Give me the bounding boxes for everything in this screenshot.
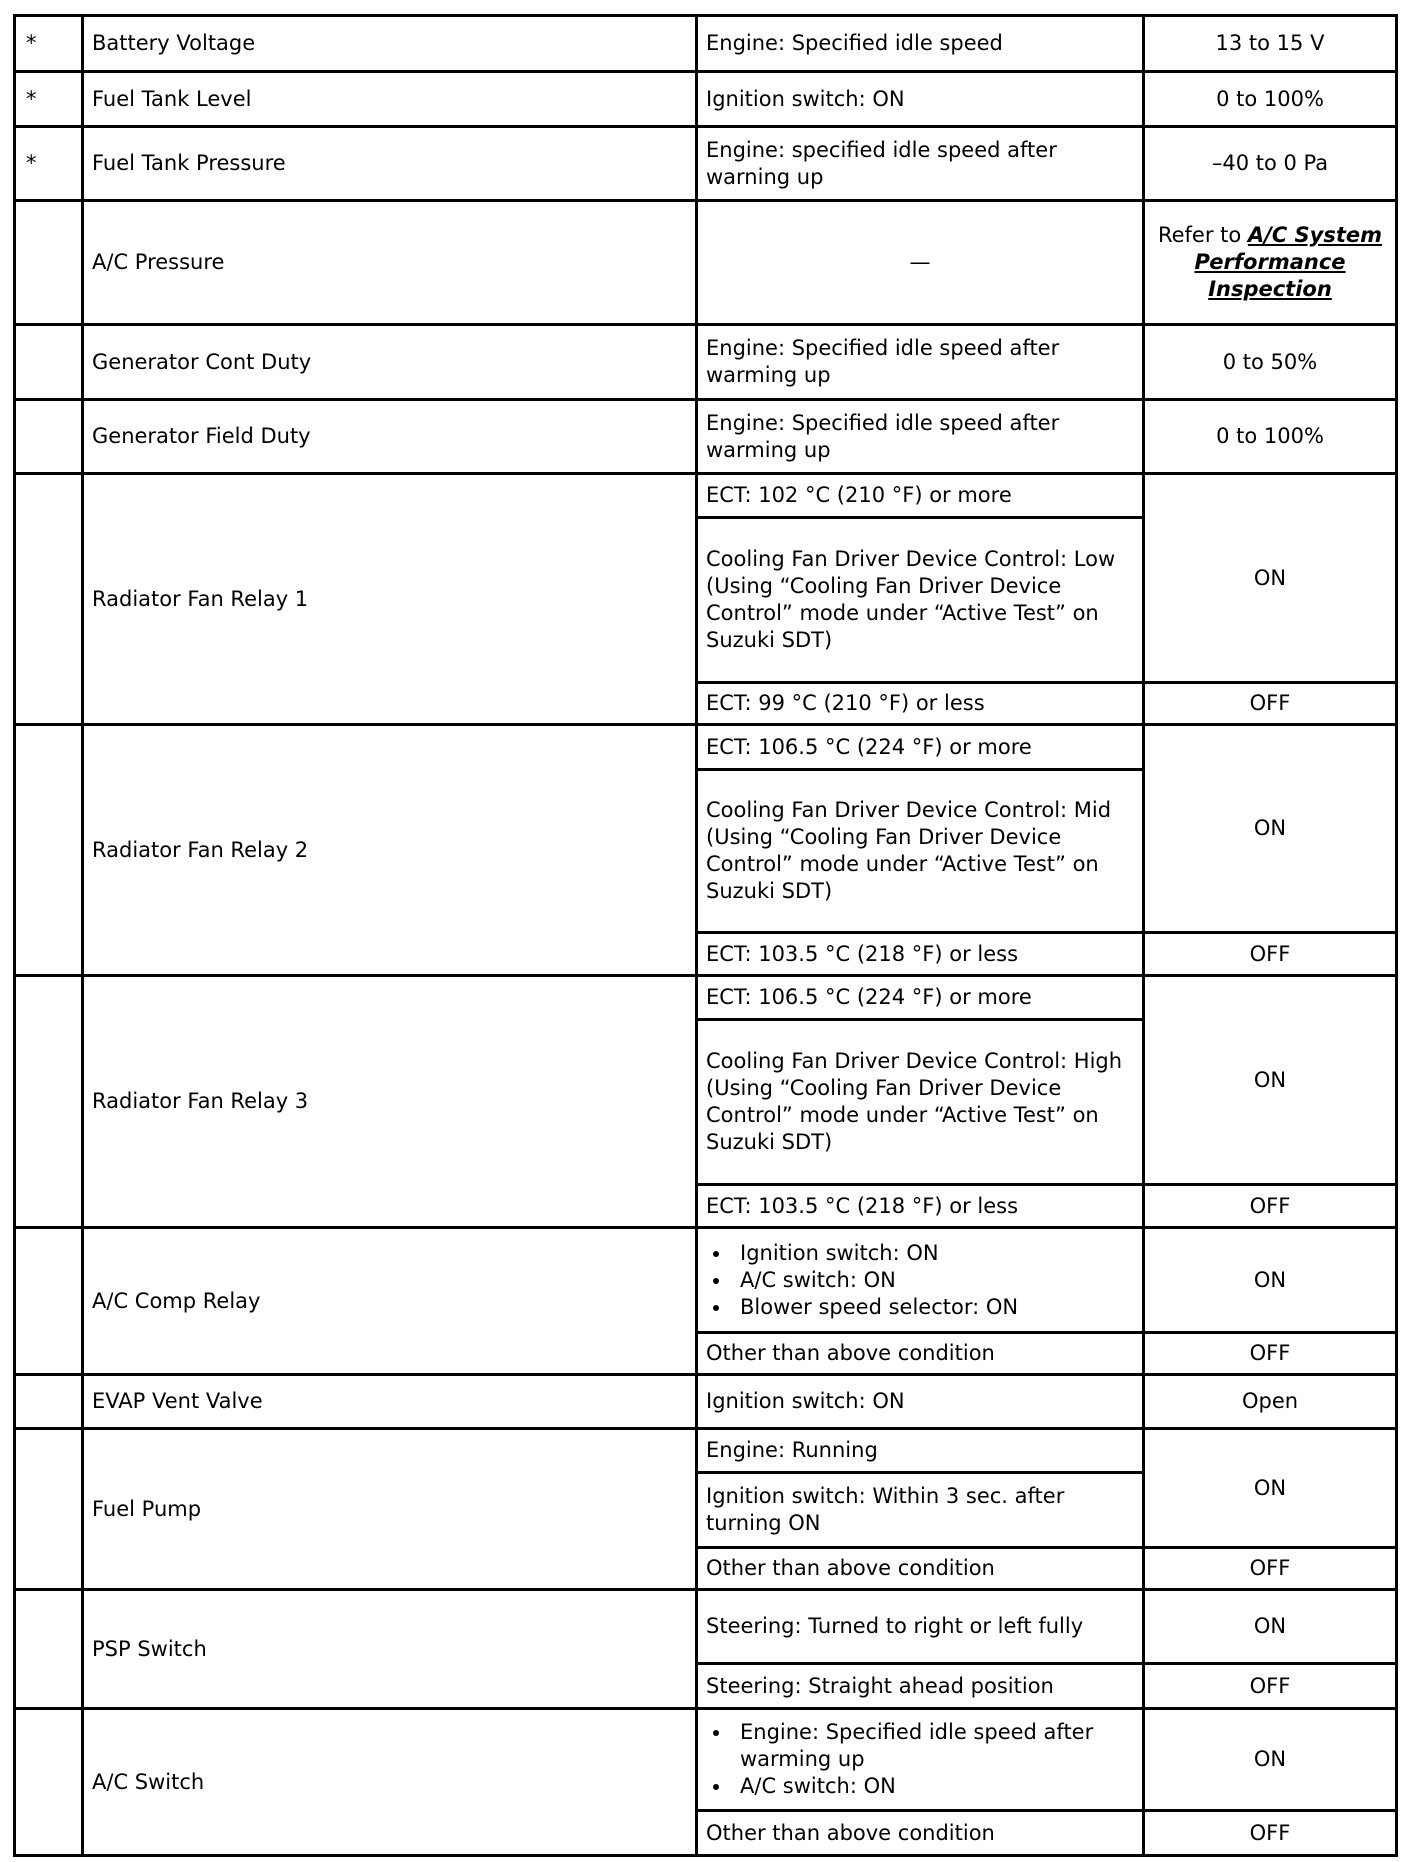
value-cell: OFF <box>1144 1548 1397 1590</box>
table-row <box>15 16 1397 72</box>
item-cell: Radiator Fan Relay 1 <box>83 474 697 725</box>
value-cell <box>1144 201 1397 325</box>
bullet-item: • Blower speed selector: ON <box>732 1294 1134 1321</box>
table-row <box>15 127 1397 201</box>
table-row <box>15 400 1397 474</box>
value-cell: ON <box>1144 1709 1397 1811</box>
condition-cell: Other than above condition <box>697 1548 1144 1590</box>
bullet-item: • Engine: Specified idle speed after warming up <box>732 1719 1134 1773</box>
condition-cell: Engine: Running <box>697 1429 1144 1473</box>
mark-cell <box>15 1429 83 1590</box>
mark-cell <box>15 1375 83 1429</box>
value-cell: OFF <box>1144 1333 1397 1375</box>
condition-cell: Cooling Fan Driver Device Control: Low (Using “Cooling Fan Driver Device Control” mode under “Active Test” on Suzuki SDT) <box>697 518 1144 683</box>
condition-cell: Cooling Fan Driver Device Control: High (Using “Cooling Fan Driver Device Control” mode under “Active Test” on Suzuki SDT) <box>697 1020 1144 1185</box>
condition-cell: ECT: 106.5 °C (224 °F) or more <box>697 725 1144 770</box>
table-row <box>15 474 1397 518</box>
bullet-item: • A/C switch: ON <box>732 1267 1134 1294</box>
bullet-item: • A/C switch: ON <box>732 1773 1134 1800</box>
condition-cell: Steering: Straight ahead position <box>697 1664 1144 1709</box>
condition-cell: Engine: Specified idle speed after warming up <box>697 400 1144 474</box>
item-cell: Fuel Tank Pressure <box>83 127 697 201</box>
table-row <box>15 1590 1397 1664</box>
condition-cell: Ignition switch: ON <box>697 72 1144 127</box>
condition-cell: ECT: 103.5 °C (218 °F) or less <box>697 1185 1144 1228</box>
condition-cell: — <box>697 201 1144 325</box>
condition-bullets <box>706 1240 1134 1321</box>
item-cell: EVAP Vent Valve <box>83 1375 697 1429</box>
condition-cell <box>697 1228 1144 1333</box>
mark-cell <box>15 1228 83 1375</box>
item-cell: A/C Comp Relay <box>83 1228 697 1375</box>
condition-cell: Other than above condition <box>697 1333 1144 1375</box>
data-list-table <box>13 14 1398 1857</box>
condition-cell: Cooling Fan Driver Device Control: Mid (Using “Cooling Fan Driver Device Control” mode under “Active Test” on Suzuki SDT) <box>697 770 1144 933</box>
value-cell: 13 to 15 V <box>1144 16 1397 72</box>
value-cell: OFF <box>1144 1811 1397 1856</box>
mark-cell: * <box>15 127 83 201</box>
table-row <box>15 725 1397 770</box>
mark-cell <box>15 725 83 976</box>
mark-cell: * <box>15 16 83 72</box>
condition-cell: Ignition switch: ON <box>697 1375 1144 1429</box>
bullet-item: • Ignition switch: ON <box>732 1240 1134 1267</box>
mark-cell <box>15 474 83 725</box>
condition-cell: Steering: Turned to right or left fully <box>697 1590 1144 1664</box>
refer-text: Refer to <box>1157 223 1248 247</box>
condition-cell: Ignition switch: Within 3 sec. after turning ON <box>697 1473 1144 1548</box>
item-cell: Fuel Tank Level <box>83 72 697 127</box>
item-cell: Generator Cont Duty <box>83 325 697 400</box>
table-row <box>15 1228 1397 1333</box>
value-cell: OFF <box>1144 933 1397 976</box>
value-cell: OFF <box>1144 683 1397 725</box>
mark-cell <box>15 400 83 474</box>
value-cell: ON <box>1144 474 1397 683</box>
condition-cell: Other than above condition <box>697 1811 1144 1856</box>
condition-cell: Engine: specified idle speed after warning up <box>697 127 1144 201</box>
condition-bullets <box>706 1719 1134 1800</box>
table-row <box>15 201 1397 325</box>
value-cell: OFF <box>1144 1185 1397 1228</box>
item-cell: A/C Pressure <box>83 201 697 325</box>
condition-cell: ECT: 103.5 °C (218 °F) or less <box>697 933 1144 976</box>
value-cell: ON <box>1144 976 1397 1185</box>
value-cell: 0 to 100% <box>1144 400 1397 474</box>
value-cell: Open <box>1144 1375 1397 1429</box>
mark-cell <box>15 976 83 1228</box>
table-row <box>15 325 1397 400</box>
item-cell: Fuel Pump <box>83 1429 697 1590</box>
item-cell: A/C Switch <box>83 1709 697 1856</box>
item-cell: Radiator Fan Relay 2 <box>83 725 697 976</box>
item-cell: Generator Field Duty <box>83 400 697 474</box>
item-cell: Battery Voltage <box>83 16 697 72</box>
ac-performance-inspection-link[interactable]: A/C System Performance Inspection <box>1194 223 1383 301</box>
value-cell: ON <box>1144 1429 1397 1548</box>
condition-cell: Engine: Specified idle speed after warming up <box>697 325 1144 400</box>
mark-cell: * <box>15 72 83 127</box>
mark-cell <box>15 201 83 325</box>
value-cell: –40 to 0 Pa <box>1144 127 1397 201</box>
mark-cell <box>15 1709 83 1856</box>
table-row <box>15 1375 1397 1429</box>
value-cell: 0 to 50% <box>1144 325 1397 400</box>
condition-cell: ECT: 102 °C (210 °F) or more <box>697 474 1144 518</box>
table-row <box>15 1429 1397 1473</box>
condition-cell: ECT: 106.5 °C (224 °F) or more <box>697 976 1144 1020</box>
mark-cell <box>15 325 83 400</box>
item-cell: Radiator Fan Relay 3 <box>83 976 697 1228</box>
value-cell: ON <box>1144 1228 1397 1333</box>
value-cell: ON <box>1144 1590 1397 1664</box>
value-cell: ON <box>1144 725 1397 933</box>
value-cell: 0 to 100% <box>1144 72 1397 127</box>
condition-cell: ECT: 99 °C (210 °F) or less <box>697 683 1144 725</box>
table-row <box>15 72 1397 127</box>
condition-cell <box>697 1709 1144 1811</box>
table-row <box>15 1709 1397 1811</box>
item-cell: PSP Switch <box>83 1590 697 1709</box>
mark-cell <box>15 1590 83 1709</box>
value-cell: OFF <box>1144 1664 1397 1709</box>
condition-cell: Engine: Specified idle speed <box>697 16 1144 72</box>
table-row <box>15 976 1397 1020</box>
